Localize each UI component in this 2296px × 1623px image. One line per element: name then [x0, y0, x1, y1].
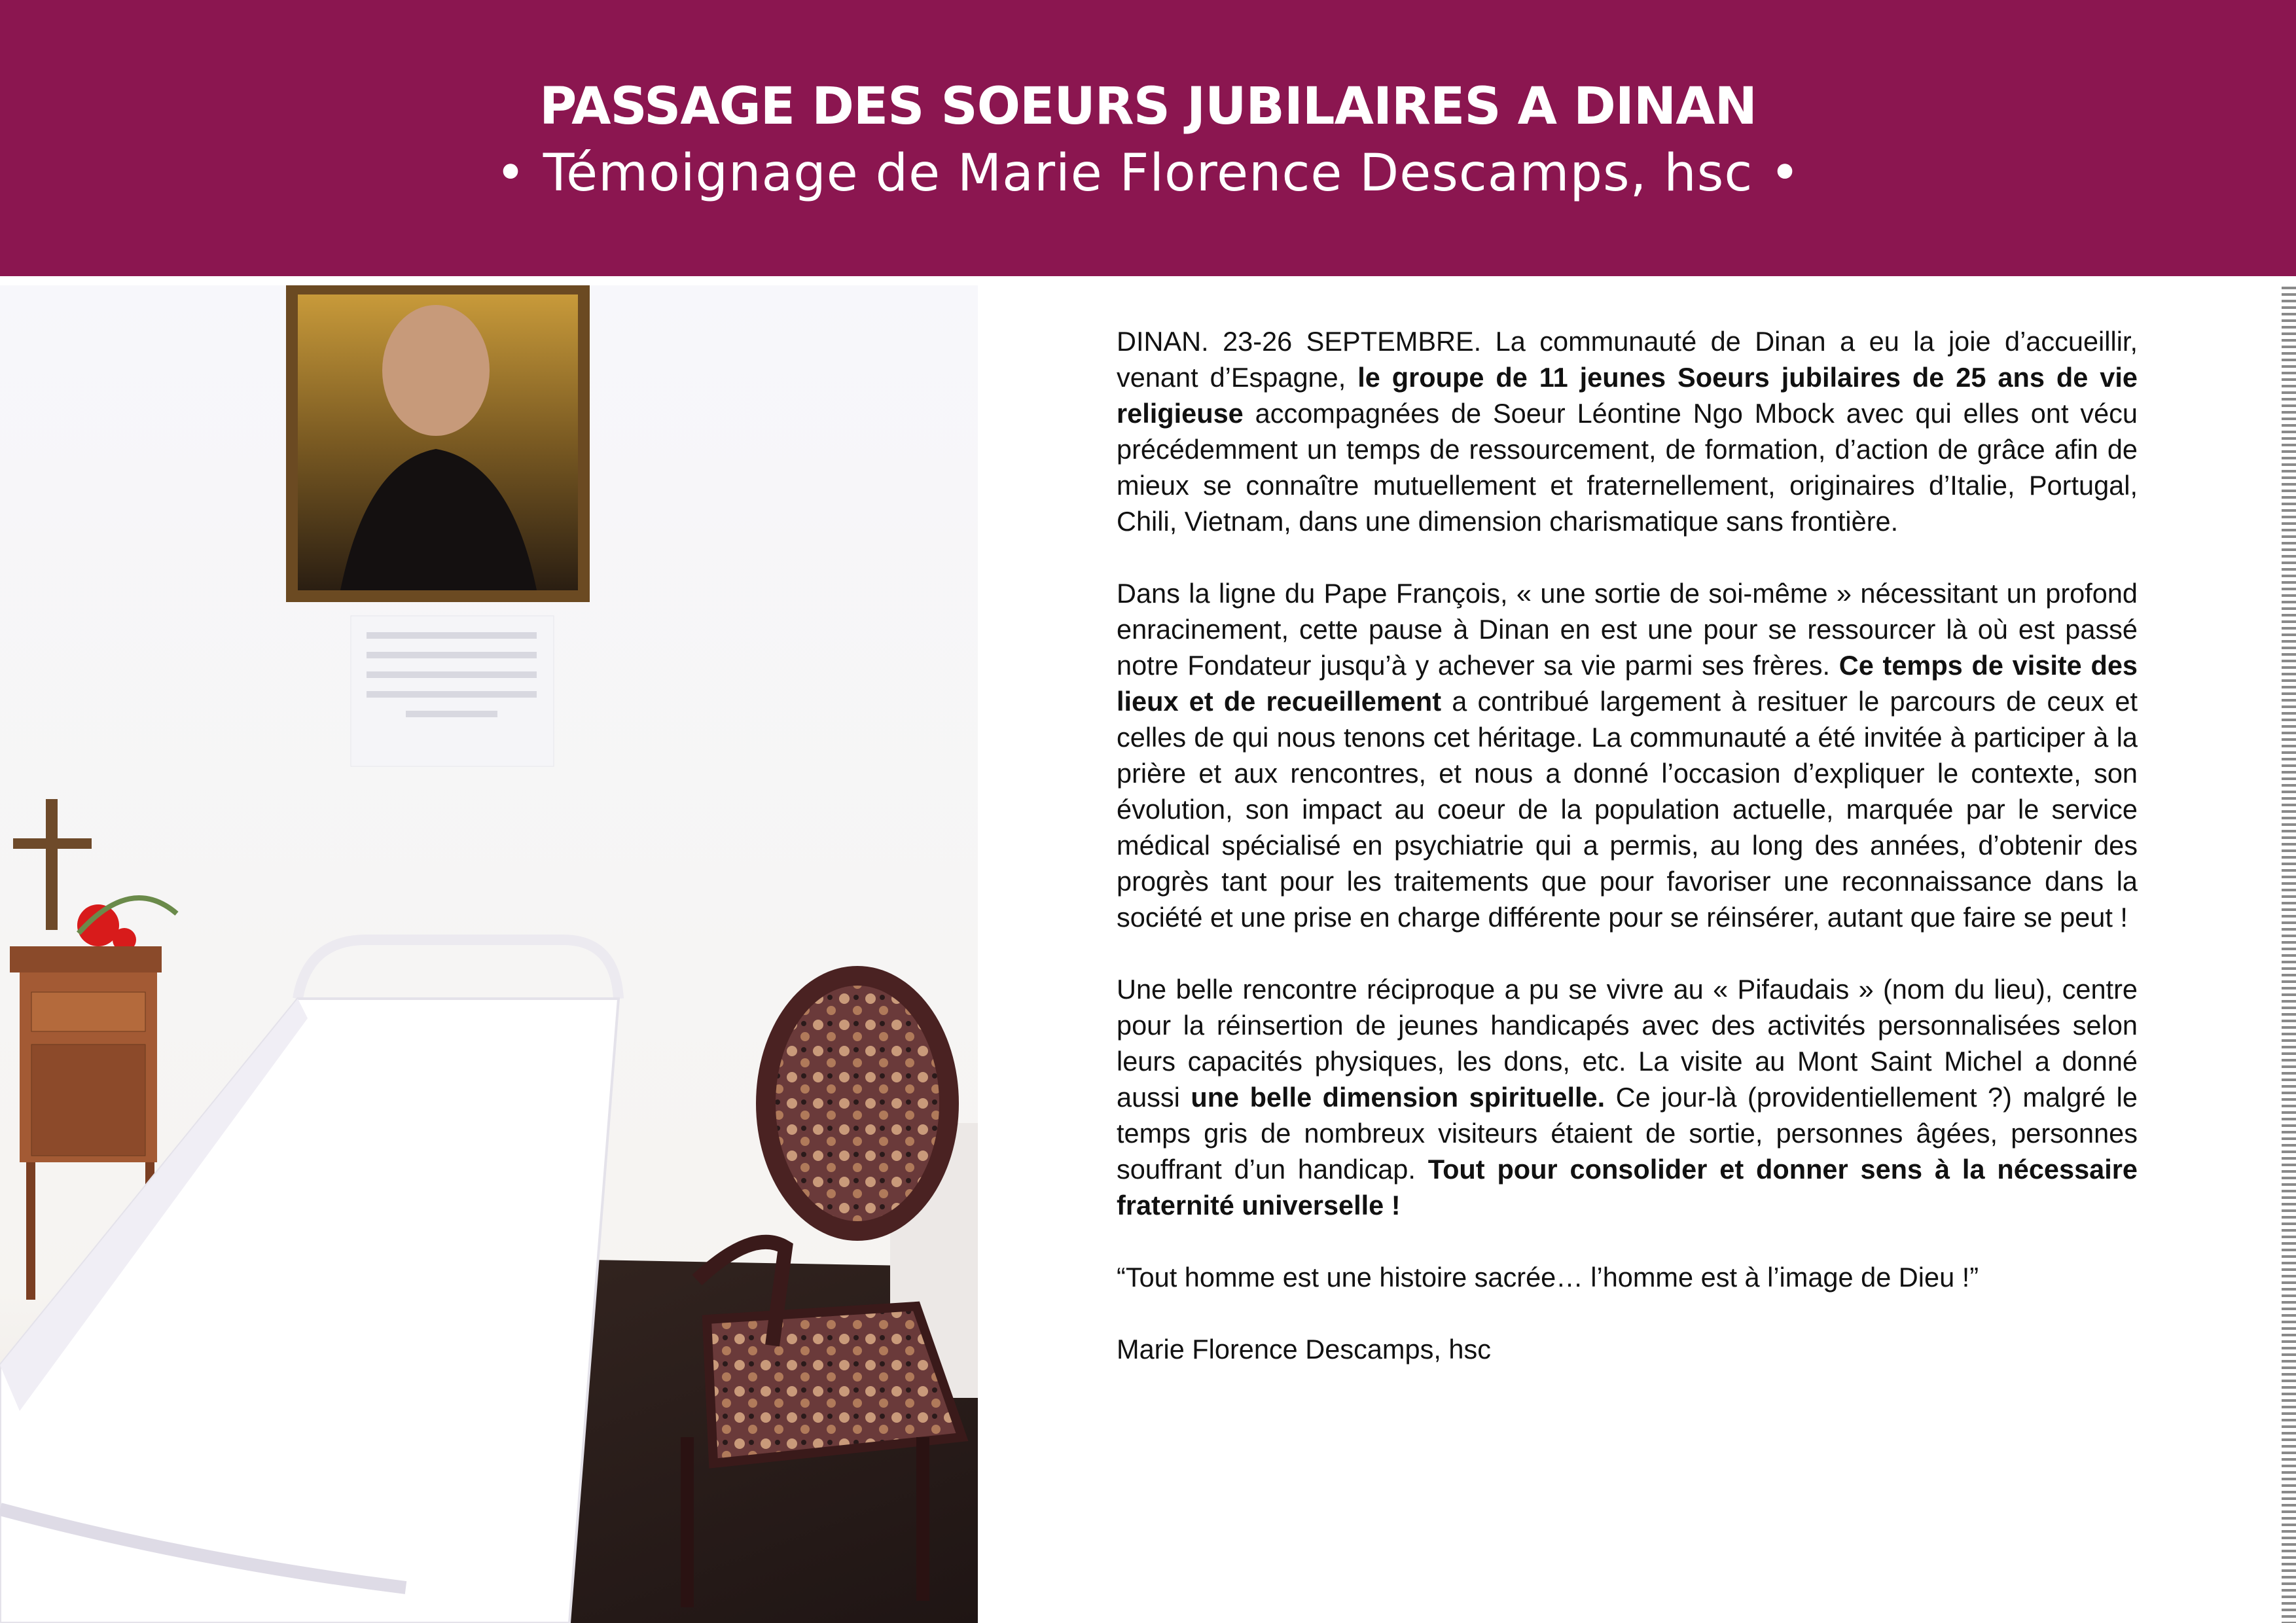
paragraph-3: Une belle rencontre réciproque a pu se vivre au « Pifaudais » (nom du lieu), centre pour la réinsertion de jeunes handicapés avec des activités personnalisées selon leurs capacités physiques, les dons, etc. La visite au Mont Saint Michel a donné aussi une belle dimension spirituelle. Ce jour-là (providentiellement ?) malgré le temps gris de nombreux visiteurs étaient de sortie, personnes âgées, personnes souffrant d’un handicap. Tout pour consolider et donner sens à la nécessaire fraternité universelle ! — [1117, 974, 2138, 1221]
signature: Marie Florence Descamps, hsc — [1117, 1334, 1491, 1364]
portrait-face — [382, 305, 490, 436]
article-body — [1117, 323, 2138, 1403]
nightstand-top — [10, 946, 162, 972]
paragraph-1: DINAN. 23-26 SEPTEMBRE. La communauté de Dinan a eu la joie d’accueillir, venant d’Espagne, le groupe de 11 jeunes Soeurs jubilaires de 25 ans de vie religieuse accompagnées de Soeur Léontine Ngo Mbock avec qui elles ont vécu précédemment un temps de ressourcement, de formation, d’action de grâce afin de mieux se connaître mutuellement et fraternellement, originaires d’Italie, Portugal, Chili, Vietnam, dans une dimension charismatique sans frontière. — [1117, 326, 2138, 537]
nightstand-drawer — [31, 992, 145, 1031]
room-photo — [0, 285, 978, 1623]
quote: “Tout homme est une histoire sacrée… l’homme est à l’image de Dieu !” — [1117, 1262, 1979, 1293]
header-banner — [0, 0, 2296, 276]
page-title: PASSAGE DES SOEURS JUBILAIRES A DINAN — [539, 77, 1757, 136]
page-subtitle: • Témoignage de Marie Florence Descamps, hsc • — [495, 144, 1801, 203]
edge-crop-marks — [2282, 287, 2296, 1623]
crucifix-vertical — [46, 799, 58, 930]
crucifix-horizontal — [13, 838, 92, 849]
paragraph-2: Dans la ligne du Pape François, « une sortie de soi-même » nécessitant un profond enracinement, cette pause à Dinan en est une pour se ressourcer là où est passé notre Fondateur jusqu’à y achever sa vie parmi ses frères. Ce temps de visite des lieux et de recueillement a contribué largement à resituer le parcours de ceux et celles de qui nous tenons cet héritage. La communauté a été invitée à participer à la prière et aux rencontres, et nous a donné l’occasion d’expliquer le contexte, son évolution, son impact au coeur de la population actuelle, marquée par le service médical spécialisé en psychiatrie qui a permis, au long des années, d’obtenir des progrès tant pour les traitements que pour favoriser une reconnaissance dans la société et une prise en charge différente pour se réinsérer, autant que faire se peut ! — [1117, 578, 2138, 933]
room-photo-illustration — [0, 285, 978, 1623]
